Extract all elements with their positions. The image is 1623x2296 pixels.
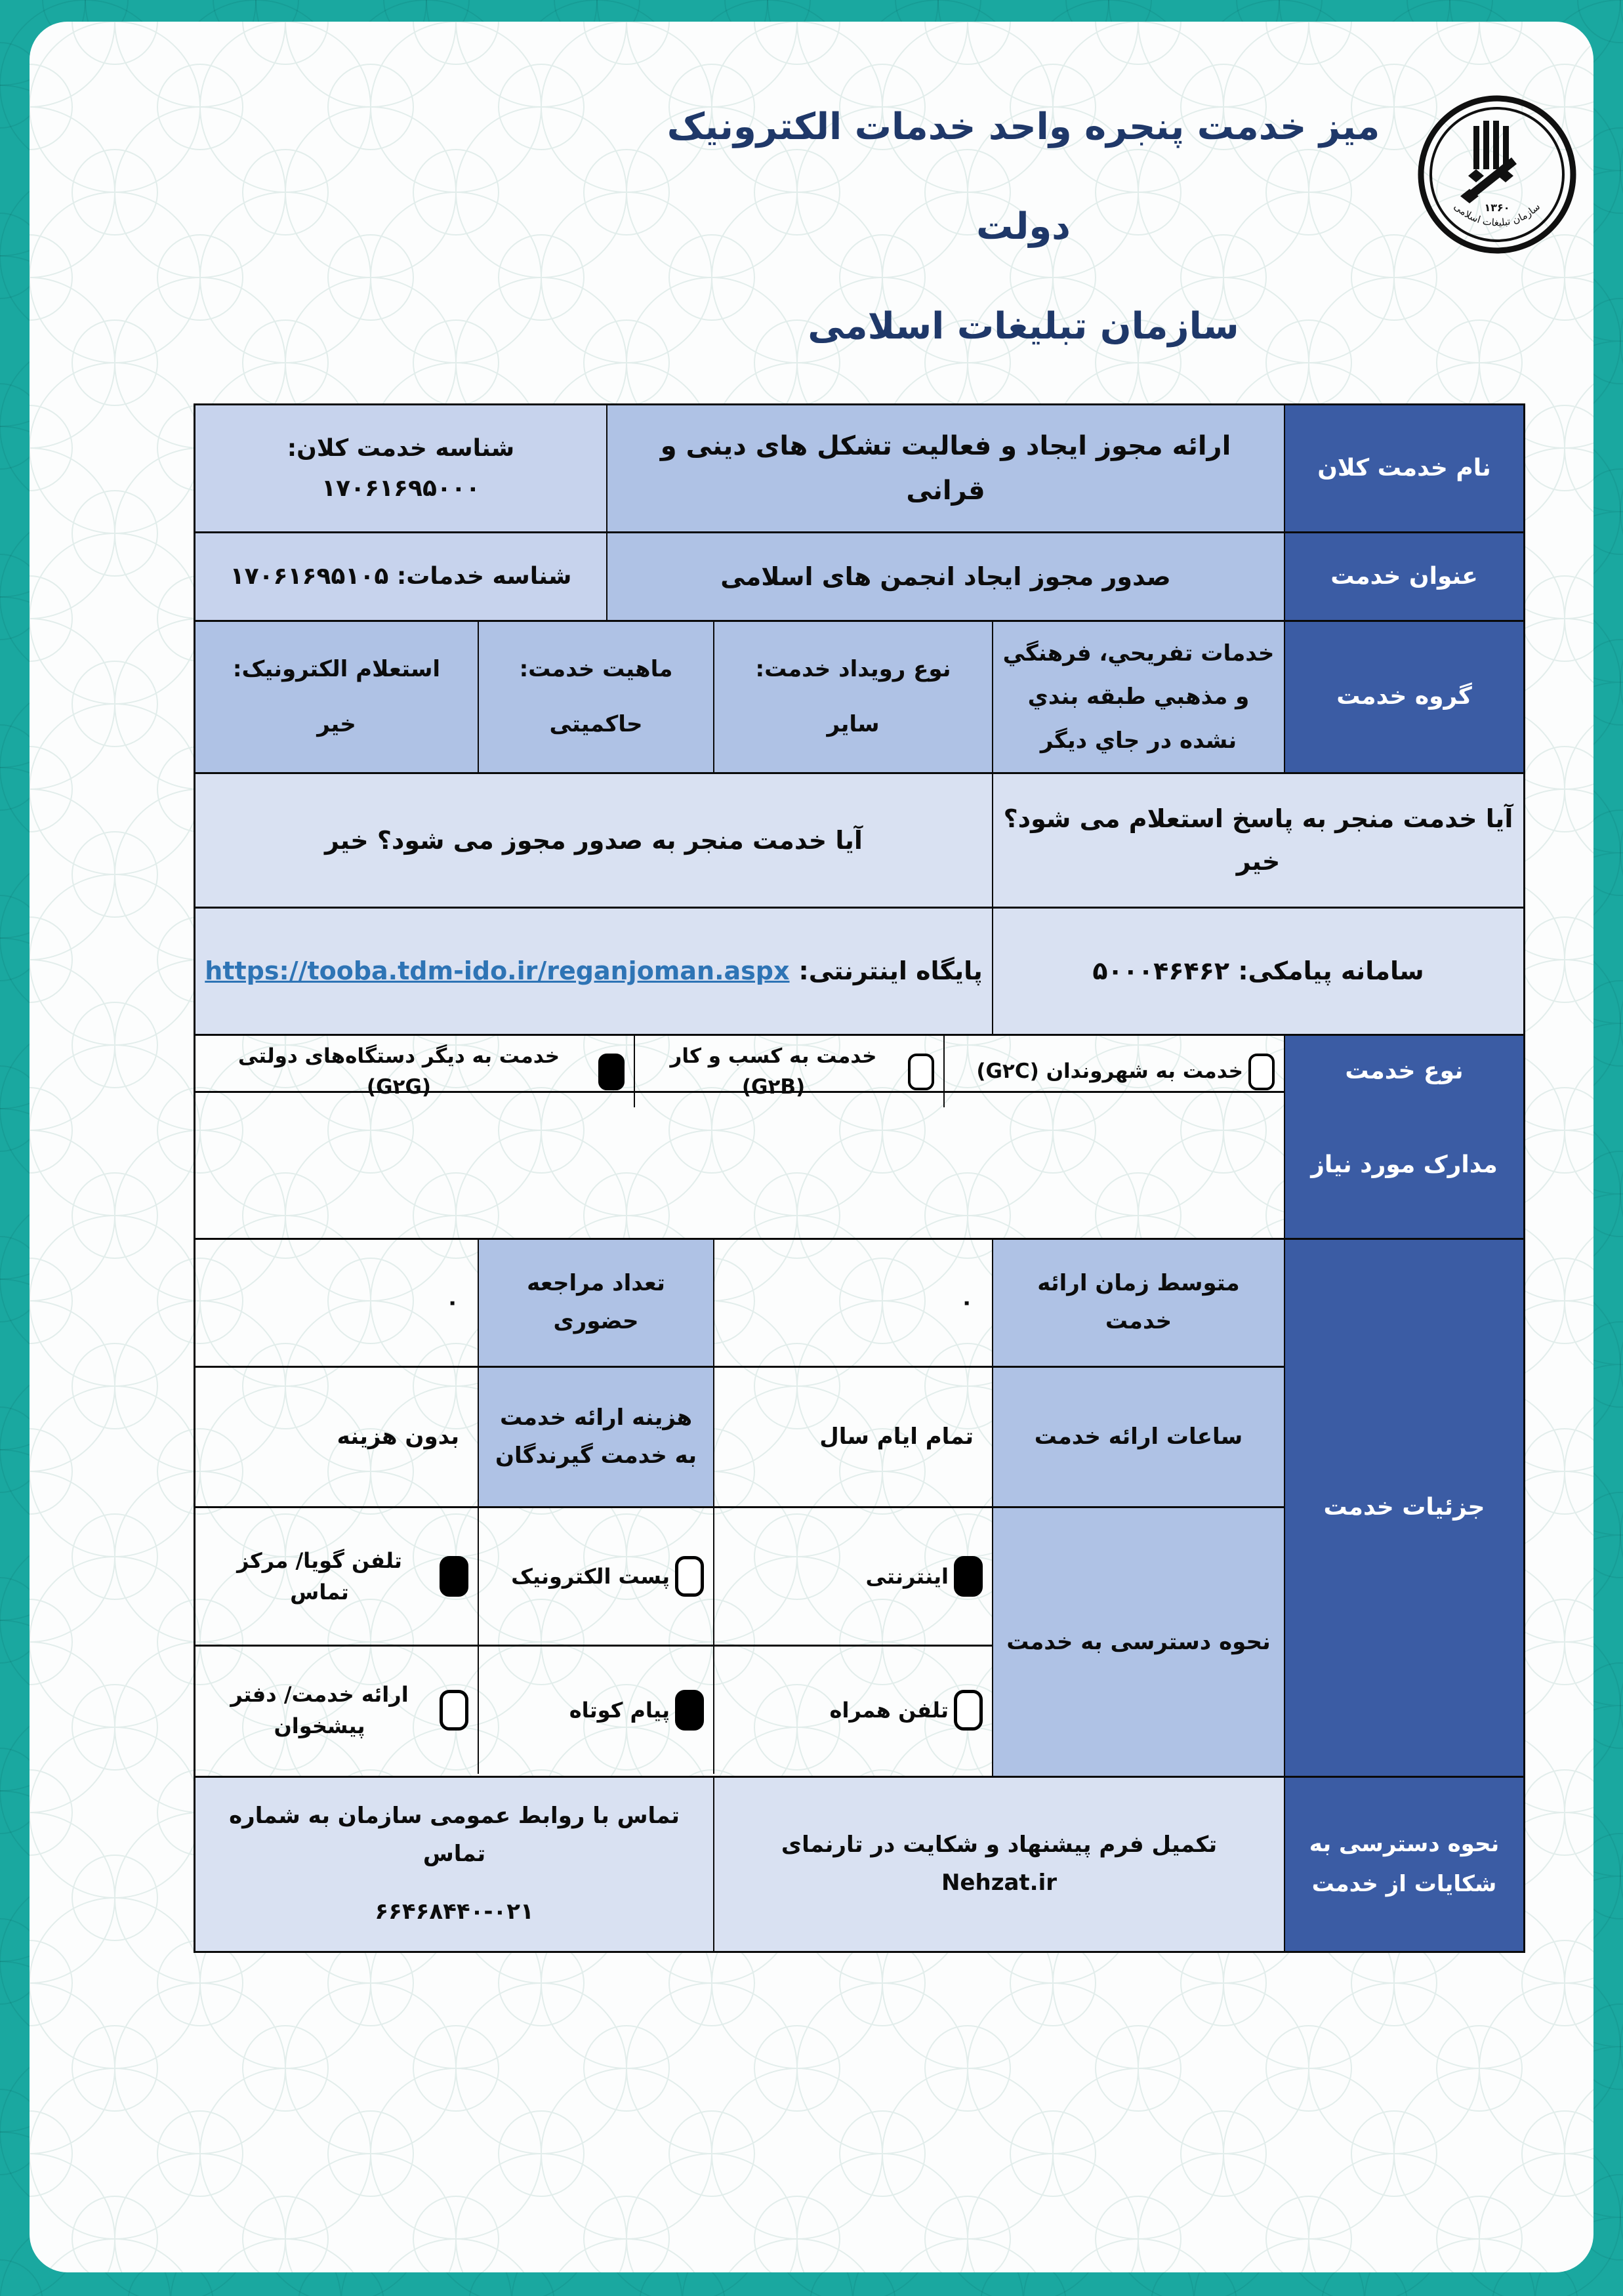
g2c-checkbox[interactable] — [1248, 1054, 1275, 1090]
access-ivr — [195, 1508, 478, 1645]
service-cost-label: هزینه ارائه خدمت به خدمت گیرندگان — [478, 1368, 713, 1506]
service-info-table — [194, 403, 1525, 1953]
g2b-checkbox[interactable] — [908, 1054, 934, 1090]
service-nature — [478, 622, 713, 772]
in-person-visits-label: تعداد مراجعه حضوری — [478, 1240, 713, 1366]
sms-label: پیام کوتاه — [569, 1698, 670, 1723]
row-avg-time — [195, 1240, 1284, 1368]
event-type-value: سایر — [827, 710, 880, 737]
mobile-checkbox[interactable] — [954, 1690, 983, 1731]
required-documents-header: مدارک مورد نیاز — [1284, 1093, 1523, 1238]
ivr-checkbox[interactable] — [440, 1556, 468, 1597]
service-details-header: جزئیات خدمت — [1284, 1240, 1523, 1776]
access-methods-row-1 — [195, 1508, 992, 1647]
internet-label: اینترنتی — [865, 1564, 949, 1589]
electronic-inquiry — [195, 622, 478, 772]
row-contact-channels — [195, 909, 1523, 1036]
access-counter — [195, 1647, 478, 1774]
g2g-checkbox[interactable] — [598, 1054, 625, 1090]
service-group-header: گروه خدمت — [1284, 622, 1523, 772]
in-person-visits-value: ۰ — [445, 1289, 459, 1316]
logo-year: ۱۳۶۰ — [1484, 201, 1510, 214]
website-link[interactable]: https://tooba.tdm-ido.ir/reganjoman.aspx — [205, 956, 790, 986]
service-title-header: عنوان خدمت — [1284, 533, 1523, 620]
macro-service-id: شناسه خدمت کلان: ۱۷۰۶۱۶۹۵۰۰۰ — [195, 405, 606, 531]
nature-value: حاکمیتی — [549, 710, 643, 737]
counter-checkbox[interactable] — [440, 1690, 468, 1731]
email-label: پست الکترونیک — [511, 1564, 670, 1589]
access-methods-row-2 — [195, 1647, 992, 1774]
service-hours-label: ساعات ارائه خدمت — [992, 1368, 1284, 1506]
complaints-phone-number: ۶۶۴۶۸۴۴۰-۰۲۱ — [375, 1898, 534, 1925]
row-service-title — [195, 533, 1523, 622]
service-hours-value: تمام ایام سال — [713, 1368, 992, 1506]
row-access-methods — [195, 1508, 1284, 1776]
nature-label: ماهیت خدمت: — [519, 655, 673, 682]
internet-checkbox[interactable] — [954, 1556, 983, 1597]
email-checkbox[interactable] — [675, 1556, 704, 1597]
row-required-documents — [195, 1093, 1523, 1240]
access-internet — [713, 1508, 992, 1645]
row-macro-service — [195, 405, 1523, 533]
inquiry-question: آیا خدمت منجر به پاسخ استعلام می شود؟ خیر — [992, 774, 1523, 907]
row-service-hours — [195, 1368, 1284, 1508]
logo-org-curved-text: سازمان تبلیغات اسلامی — [1451, 200, 1543, 229]
access-email — [478, 1508, 713, 1645]
access-methods-label: نحوه دسترسی به خدمت — [992, 1508, 1284, 1776]
macro-service-value: ارائه مجوز ایجاد و فعالیت تشکل های دینی و قرانی — [606, 405, 1284, 531]
organization-logo — [1416, 93, 1578, 256]
macro-service-header: نام خدمت کلان — [1284, 405, 1523, 531]
g2g-label: خدمت به دیگر دستگاه‌های دولتی (G۲G) — [237, 1044, 560, 1099]
service-cost-value: بدون هزینه — [337, 1423, 459, 1450]
electronic-inquiry-value: خیر — [317, 710, 356, 737]
access-sms — [478, 1647, 713, 1774]
website-label: پایگاه اینترنتی: — [798, 956, 983, 986]
service-type-header: نوع خدمت — [1284, 1036, 1523, 1107]
title-line-2: سازمان تبلیغات اسلامی — [808, 305, 1239, 348]
g2c-label: خدمت به شهروندان (G۲C) — [976, 1059, 1243, 1084]
g2b-label: خدمت به کسب و کار (G۲B) — [670, 1044, 877, 1099]
service-title-value: صدور مجوز ایجاد انجمن های اسلامی — [606, 533, 1284, 620]
electronic-inquiry-label: استعلام الکترونیک: — [232, 655, 441, 682]
complaints-phone-text: تماس با روابط عمومی سازمان به شماره تماس — [229, 1803, 680, 1868]
license-question: آیا خدمت منجر به صدور مجوز می شود؟ خیر — [195, 774, 992, 907]
row-service-flags — [195, 774, 1523, 909]
row-service-type — [195, 1036, 1523, 1099]
counter-label: ارائه خدمت/ دفتر پیشخوان — [230, 1682, 409, 1738]
service-id: شناسه خدمات: ۱۷۰۶۱۶۹۵۱۰۵ — [195, 533, 606, 620]
avg-time-value: ۰ — [713, 1240, 992, 1366]
ivr-label: تلفن گویا/ مرکز تماس — [237, 1548, 402, 1605]
complaints-header: نحوه دسترسی به شکایات از خدمت — [1284, 1778, 1523, 1951]
event-type-label: نوع رویداد خدمت: — [755, 655, 951, 682]
required-documents-value — [195, 1093, 1284, 1238]
complaints-phone — [195, 1778, 713, 1951]
website-cell — [195, 909, 992, 1034]
access-mobile — [713, 1647, 992, 1774]
row-complaints — [195, 1778, 1523, 1951]
sms-system: سامانه پیامکی: ۵۰۰۰۴۶۴۶۲ — [992, 909, 1523, 1034]
service-event-type — [713, 622, 992, 772]
complaints-web: تکمیل فرم پیشنهاد و شکایت در تارنمای Nehzat.ir — [713, 1778, 1284, 1951]
document-title — [630, 77, 1417, 377]
section-service-details — [195, 1240, 1523, 1778]
row-service-group — [195, 622, 1523, 774]
title-line-1: میز خدمت پنجره واحد خدمات الکترونیک دولت — [667, 106, 1380, 248]
sms-checkbox[interactable] — [675, 1690, 704, 1731]
mobile-label: تلفن همراه — [829, 1698, 949, 1723]
allah-kufic-emblem — [1460, 121, 1517, 203]
service-group-category: خدمات تفريحي، فرهنگي و مذهبي طبقه بندي نشده در جاي ديگر — [992, 622, 1284, 772]
avg-time-label: متوسط زمان ارائه خدمت — [992, 1240, 1284, 1366]
